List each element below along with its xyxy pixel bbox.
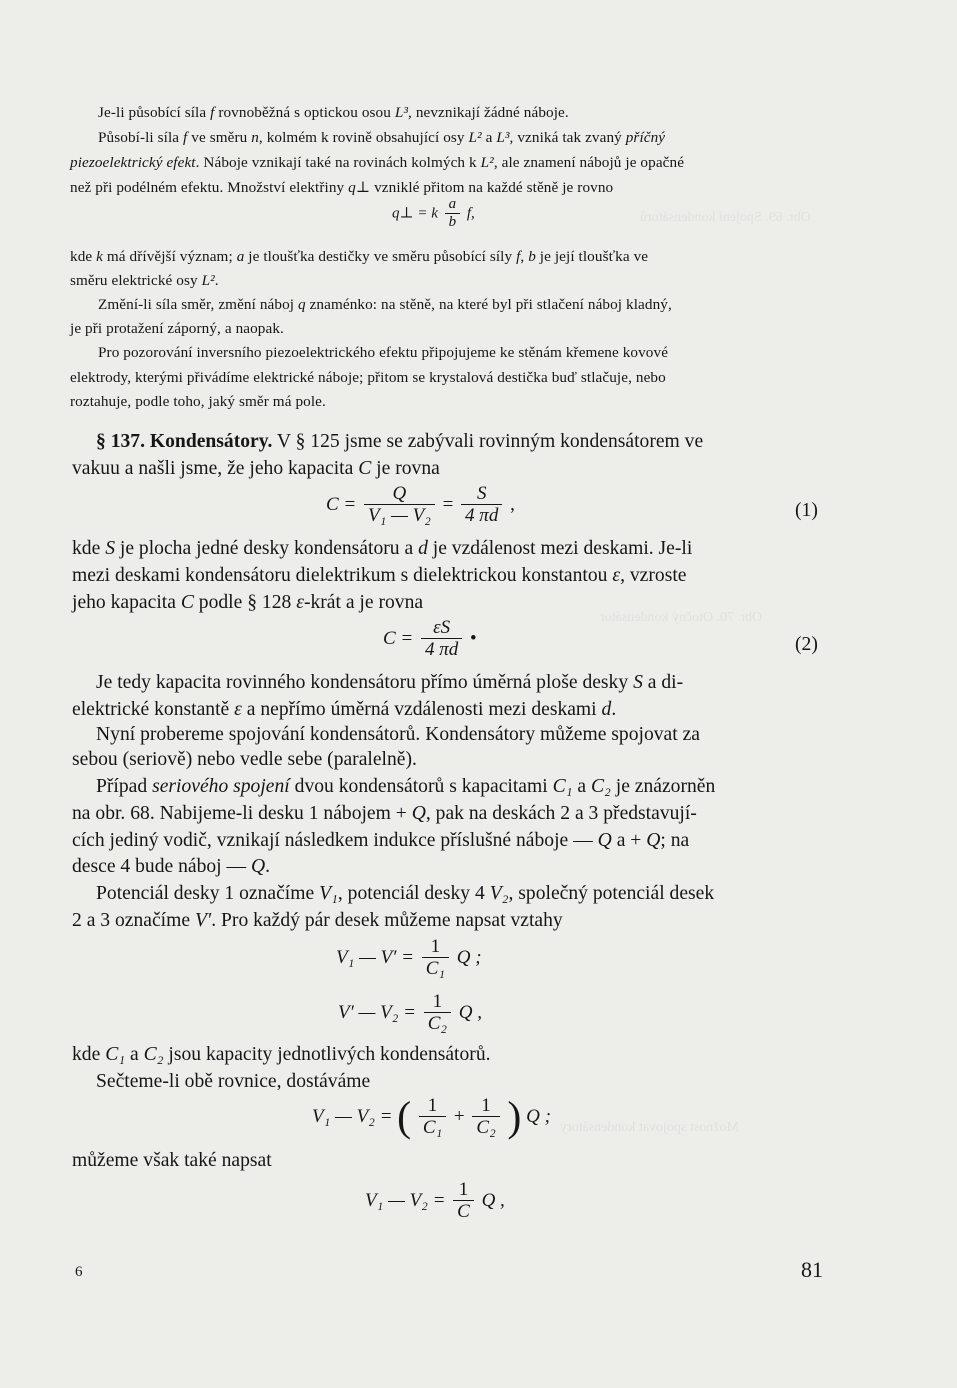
text-line: elektrody, kterými přivádíme elektrické náboje; přitom se krystalová destička buď stlačuje, nebo bbox=[70, 369, 666, 386]
text-line: desce 4 bude náboj — Q. bbox=[72, 856, 271, 877]
equation-3: V₁ — V′ = $\frac{1}{\text{C₁}}$ Q ; bbox=[336, 936, 482, 979]
text-line: jeho kapacita C podle § 128 ε-krát a je rovna bbox=[72, 592, 424, 613]
equation-6: V₁ — V₂ = $\frac{1}{C}$ Q , bbox=[365, 1179, 505, 1222]
fraction: $\frac{1}{\text{C₂}}$ bbox=[472, 1096, 499, 1139]
text-line: na obr. 68. Nabijeme-li desku 1 nábojem + Q, pak na deskách 2 a 3 představují- bbox=[72, 803, 697, 824]
equation-4: V′ — V₂ = $\frac{1}{\text{C₂}}$ Q , bbox=[338, 991, 482, 1034]
signature-mark: 6 bbox=[75, 1264, 83, 1280]
text-line: vakuu a našli jsme, že jeho kapacita C je rovna bbox=[72, 458, 440, 479]
text-line: Potenciál desky 1 označíme V₁, potenciál desky 4 V₂, společný potenciál desek bbox=[96, 883, 715, 904]
text-line: mezi deskami kondensátoru dielektrikum s dielektrickou konstantou ε, vzroste bbox=[72, 565, 687, 586]
equation-5: V₁ — V₂ = ( $\frac{1}{\text{C₁}}$ + $\frac{1}{\text{C₂}}$ ) Q ; bbox=[312, 1094, 551, 1141]
text-line: Změní-li síla směr, změní náboj q znaménko: na stěně, na které byl při stlačení náboj kladný, bbox=[98, 296, 672, 313]
equation-label: (2) bbox=[795, 634, 818, 655]
text-line: cích jediný vodič, vznikají následkem indukce příslušné náboje — Q a + Q; na bbox=[72, 830, 690, 851]
fraction: $\frac{1}{C}$ bbox=[453, 1180, 474, 1223]
section-heading: § 137. Kondensátory. bbox=[96, 431, 273, 452]
text-line: Sečteme-li obě rovnice, dostáváme bbox=[96, 1071, 371, 1092]
fraction: $\frac{1}{\text{C₂}}$ bbox=[424, 992, 451, 1035]
text-line: Případ seriového spojení dvou kondensátorů s kapacitami C₁ a C₂ je znázorněn bbox=[96, 776, 716, 797]
text-line: Působí-li síla f ve směru n, kolmém k rovině obsahující osy L² a L³, vzniká tak zvaný příčný bbox=[98, 129, 666, 146]
fraction: $\frac{S}{4 \pi d}$ bbox=[461, 484, 502, 527]
page-number: 81 bbox=[801, 1257, 823, 1282]
text-line: než při podélném efektu. Množství elektřiny q⊥ vzniklé přitom na každé stěně je rovno bbox=[70, 179, 614, 196]
text-line: Je-li působící síla f rovnoběžná s optickou osou L³, nevznikají žádné náboje. bbox=[98, 104, 569, 121]
text-line: kde C₁ a C₂ jsou kapacity jednotlivých kondensátorů. bbox=[72, 1044, 491, 1065]
section-heading-line: § 137. Kondensátory. V § 125 jsme se zabývali rovinným kondensátorem ve bbox=[96, 431, 704, 452]
text-line: směru elektrické osy L². bbox=[70, 272, 219, 289]
fraction: $\frac{1}{\text{C₁}}$ bbox=[419, 1096, 446, 1139]
text-line: roztahuje, podle toho, jaký směr má pole. bbox=[70, 393, 326, 410]
text-line: sebou (seriově) nebo vedle sebe (paralelně). bbox=[72, 749, 417, 770]
text-line: elektrické konstantě ε a nepřímo úměrná vzdálenosti mezi deskami d. bbox=[72, 699, 617, 720]
text-line: Je tedy kapacita rovinného kondensátoru přímo úměrná ploše desky S a di- bbox=[96, 672, 684, 693]
text-line: kde k má dřívější význam; a je tloušťka destičky ve směru působící síly f, b je její tloušťka ve bbox=[70, 248, 649, 265]
fraction: $\frac{1}{\text{C₁}}$ bbox=[422, 937, 449, 980]
equation-label: (1) bbox=[795, 500, 818, 521]
equation-q-perp: q⊥ = k $\frac{a}{b}$ f, bbox=[392, 196, 475, 230]
fraction: $\frac{\varepsilon S}{4 \pi d}$ bbox=[421, 618, 462, 661]
text-line: piezoelektrický efekt. Náboje vznikají také na rovinách kolmých k L², ale znamení nábojů je opačné bbox=[70, 154, 685, 171]
equation-2: C = $\frac{\varepsilon S}{4 \pi d}$ • bbox=[383, 617, 477, 660]
fraction: $\frac{a}{b}$ bbox=[445, 197, 461, 231]
fraction: $\frac{Q}{\text{V₁ — V₂}}$ bbox=[364, 484, 435, 527]
text-line: je při protažení záporný, a naopak. bbox=[70, 320, 284, 337]
text-line: Nyní probereme spojování kondensátorů. Kondensátory můžeme spojovat za bbox=[96, 724, 700, 745]
bleed-through-texture: Obr. 69. Spojení kondensátorů Obr. 70. Otočný kondensátor Možnost spojovat kondensátory bbox=[560, 210, 811, 1135]
text-line: Pro pozorování inversního piezoelektrického efektu připojujeme ke stěnám křemene kovové bbox=[98, 344, 669, 361]
text-line: kde S je plocha jedné desky kondensátoru a d je vzdálenost mezi deskami. Je-li bbox=[72, 538, 693, 559]
equation-1: C = $\frac{Q}{\text{V₁ — V₂}}$ = $\frac{S}{4 \pi d}$ , bbox=[326, 483, 515, 526]
text-line: můžeme však také napsat bbox=[72, 1150, 272, 1171]
text-line: 2 a 3 označíme V′. Pro každý pár desek můžeme napsat vztahy bbox=[72, 910, 563, 931]
